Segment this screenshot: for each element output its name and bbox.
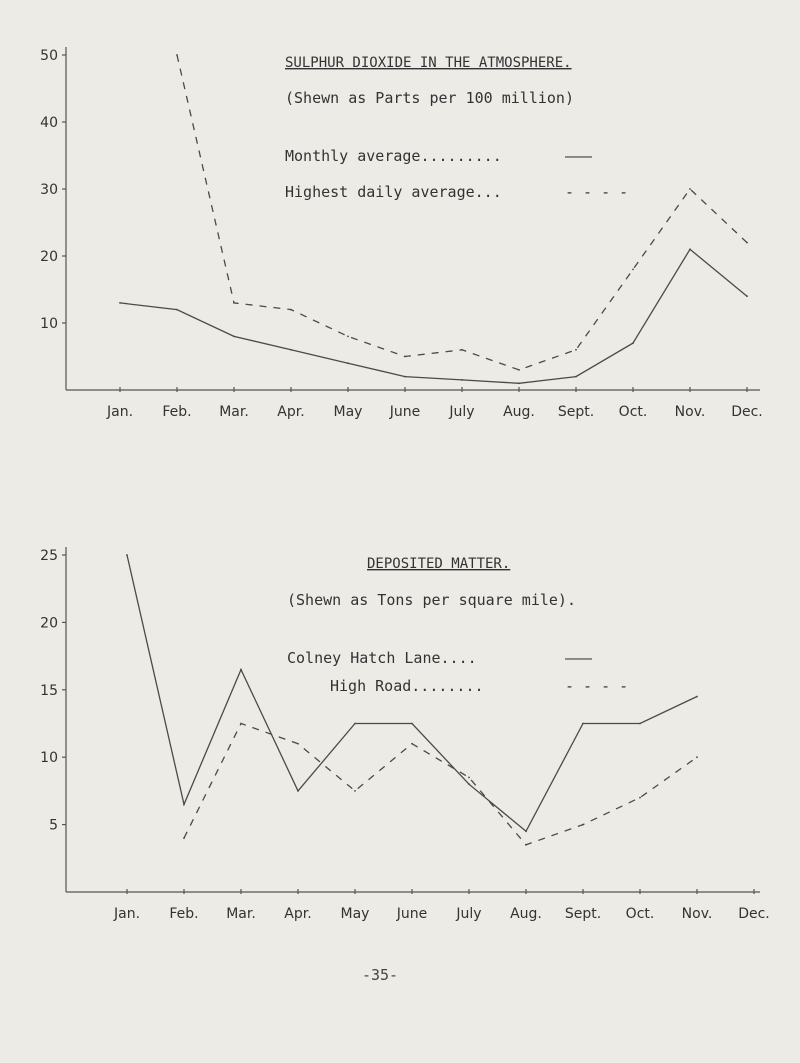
x-tick-label: Feb.	[169, 906, 199, 922]
sulphur-dioxide-chart	[0, 0, 800, 440]
data-point	[525, 830, 527, 832]
chart-subtitle: (Shewn as Tons per square mile).	[287, 591, 576, 609]
x-tick-label: June	[396, 906, 428, 922]
x-tick-label: Oct.	[625, 906, 655, 922]
y-tick-label: 20	[40, 249, 58, 265]
data-point	[233, 302, 235, 304]
data-point	[518, 382, 520, 384]
data-point	[404, 356, 406, 358]
data-point	[290, 349, 292, 351]
data-point	[639, 797, 641, 799]
data-point	[689, 248, 691, 250]
y-tick-label: 40	[40, 115, 58, 131]
x-tick-label: Aug.	[510, 906, 542, 922]
data-point	[689, 188, 691, 190]
y-tick-label: 20	[40, 615, 58, 632]
data-point	[240, 669, 242, 671]
data-point	[468, 777, 470, 779]
data-point	[347, 336, 349, 338]
x-tick-label: Aug.	[503, 404, 535, 420]
chart-title: SULPHUR DIOXIDE IN THE ATMOSPHERE.	[285, 55, 572, 71]
y-tick-label: 30	[40, 182, 58, 198]
legend-symbol: - - - -	[565, 677, 629, 695]
data-point	[582, 824, 584, 826]
data-point	[639, 723, 641, 725]
data-point	[233, 336, 235, 338]
x-tick-label: Nov.	[674, 404, 706, 420]
data-point	[575, 349, 577, 351]
x-tick-label: Dec.	[731, 404, 763, 420]
data-point	[461, 379, 463, 381]
data-point	[183, 837, 185, 839]
y-tick-label: 15	[40, 682, 58, 699]
x-tick-label: Jan.	[113, 906, 141, 922]
x-tick-label: May	[340, 906, 370, 922]
legend-symbol: - - - -	[565, 183, 629, 201]
legend-label: High Road........	[330, 677, 484, 695]
x-tick-label: June	[389, 404, 421, 420]
legend-symbol: ———	[565, 649, 593, 667]
x-tick-label: Mar.	[219, 404, 249, 420]
y-tick-label: 25	[40, 548, 58, 564]
data-point	[354, 723, 356, 725]
data-point	[525, 844, 527, 846]
data-point	[746, 242, 748, 244]
x-tick-label: Dec.	[738, 906, 770, 922]
data-point	[746, 295, 748, 297]
chart-subtitle: (Shewn as Parts per 100 million)	[285, 89, 574, 107]
data-point	[411, 723, 413, 725]
data-point	[632, 342, 634, 344]
y-tick-label: 5	[49, 817, 58, 834]
x-tick-label: Mar.	[226, 906, 256, 922]
data-point	[297, 790, 299, 792]
data-point	[183, 803, 185, 805]
x-tick-label: Oct.	[618, 404, 648, 420]
data-point	[696, 756, 698, 758]
x-tick-label: July	[456, 906, 482, 922]
x-tick-label: Feb.	[162, 404, 192, 420]
data-point	[240, 723, 242, 725]
data-point	[126, 554, 128, 556]
data-point	[290, 309, 292, 311]
data-point	[461, 349, 463, 351]
data-point	[575, 376, 577, 378]
x-tick-label: Sept.	[564, 906, 602, 922]
x-tick-label: Apr.	[277, 404, 305, 420]
data-point	[354, 790, 356, 792]
data-point	[347, 362, 349, 364]
legend-label: Monthly average.........	[285, 147, 502, 165]
y-tick-label: 10	[40, 750, 58, 767]
y-tick-label: 50	[40, 48, 58, 64]
legend-label: Highest daily average...	[285, 183, 502, 201]
data-point	[176, 54, 178, 56]
data-point	[176, 309, 178, 311]
legend-label: Colney Hatch Lane....	[287, 649, 477, 667]
x-tick-label: July	[449, 404, 475, 420]
legend-symbol: ———	[565, 147, 593, 165]
chart-title: DEPOSITED MATTER.	[367, 556, 511, 572]
data-point	[119, 302, 121, 304]
data-point	[632, 269, 634, 271]
x-tick-label: Jan.	[106, 404, 134, 420]
data-point	[696, 696, 698, 698]
y-tick-label: 10	[40, 316, 58, 332]
x-tick-label: Sept.	[557, 404, 595, 420]
page-number: -35-	[361, 966, 399, 984]
data-point	[582, 723, 584, 725]
data-point	[297, 743, 299, 745]
data-point	[518, 369, 520, 371]
x-tick-label: Apr.	[284, 906, 312, 922]
series-line-solid	[120, 249, 747, 383]
series-line-dashed	[184, 724, 697, 845]
x-tick-label: May	[333, 404, 363, 420]
x-tick-label: Nov.	[681, 906, 713, 922]
data-point	[404, 376, 406, 378]
data-point	[468, 783, 470, 785]
deposited-matter-chart	[0, 500, 800, 980]
data-point	[411, 743, 413, 745]
